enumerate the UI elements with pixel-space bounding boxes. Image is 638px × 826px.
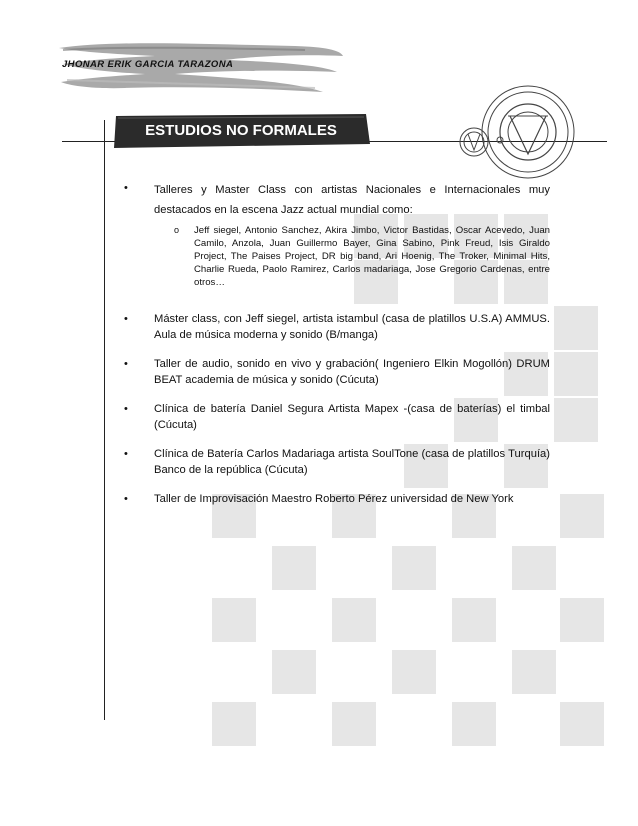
grid-square (560, 598, 604, 642)
sub-list-item (154, 224, 550, 289)
item-text: Clínica de batería Daniel Segura Artista Mapex -(casa de baterías) el timbal (Cúcuta) (154, 403, 550, 431)
vertical-rule (104, 120, 105, 720)
grid-square (512, 650, 556, 694)
bullet-icon: • (124, 358, 128, 370)
grid-square (452, 702, 496, 746)
grid-square (392, 546, 436, 590)
grid-square (332, 702, 376, 746)
item-text: Taller de audio, sonido en vivo y grabación( Ingeniero Elkin Mogollón) DRUM BEAT academia de música y sonido (Cúcuta) (154, 358, 550, 386)
grid-square (392, 650, 436, 694)
grid-square (512, 546, 556, 590)
list-item (124, 180, 550, 289)
grid-square (560, 702, 604, 746)
sub-bullet-icon: o (174, 225, 180, 235)
item-text: Taller de Improvisación Maestro Roberto Pérez universidad de New York (154, 493, 514, 505)
candidate-name: JHONAR ERIK GARCIA TARAZONA (62, 59, 234, 70)
grid-square (554, 352, 598, 396)
section-title: ESTUDIOS NO FORMALES (145, 122, 337, 139)
bullet-icon: • (124, 493, 128, 505)
grid-square (332, 598, 376, 642)
list-item (124, 311, 550, 343)
bullet-icon: • (124, 403, 128, 415)
grid-square (272, 546, 316, 590)
grid-square (452, 598, 496, 642)
bullet-icon: • (124, 448, 128, 460)
sub-item-text: Jeff siegel, Antonio Sanchez, Akira Jimbo, Victor Bastidas, Oscar Acevedo, Juan Camilo, Anzola, Juan Guillermo Bayer, Gina Sabino, Pink Freud, Isis Giraldo Project, The Paises Project, DR big band, Ari Hoenig, The Troker, Minimal Hits, Charlie Rueda, Paolo Ramirez, Carlos madariaga, Jose Gregorio Cardenas, entre otros… (194, 225, 550, 288)
bullet-icon: • (124, 313, 128, 325)
list-item (124, 491, 550, 507)
grid-square (212, 598, 256, 642)
grid-square (554, 398, 598, 442)
item-text: Clínica de Batería Carlos Madariaga artista SoulTone (casa de platillos Turquía) Banco de la república (Cúcuta) (154, 448, 550, 476)
studies-list (124, 180, 550, 520)
list-item (124, 401, 550, 433)
list-item (124, 356, 550, 388)
grid-square (212, 702, 256, 746)
grid-square (554, 306, 598, 350)
grid-square (272, 650, 316, 694)
list-item (124, 446, 550, 478)
bullet-icon: • (124, 182, 128, 194)
grid-square (560, 494, 604, 538)
item-text: Máster class, con Jeff siegel, artista istambul (casa de platillos U.S.A) AMMUS. Aula de música moderna y sonido (B/manga) (154, 313, 550, 341)
item-text: Talleres y Master Class con artistas Nacionales e Internacionales muy destacados en la escena Jazz actual mundial como: (154, 184, 550, 216)
